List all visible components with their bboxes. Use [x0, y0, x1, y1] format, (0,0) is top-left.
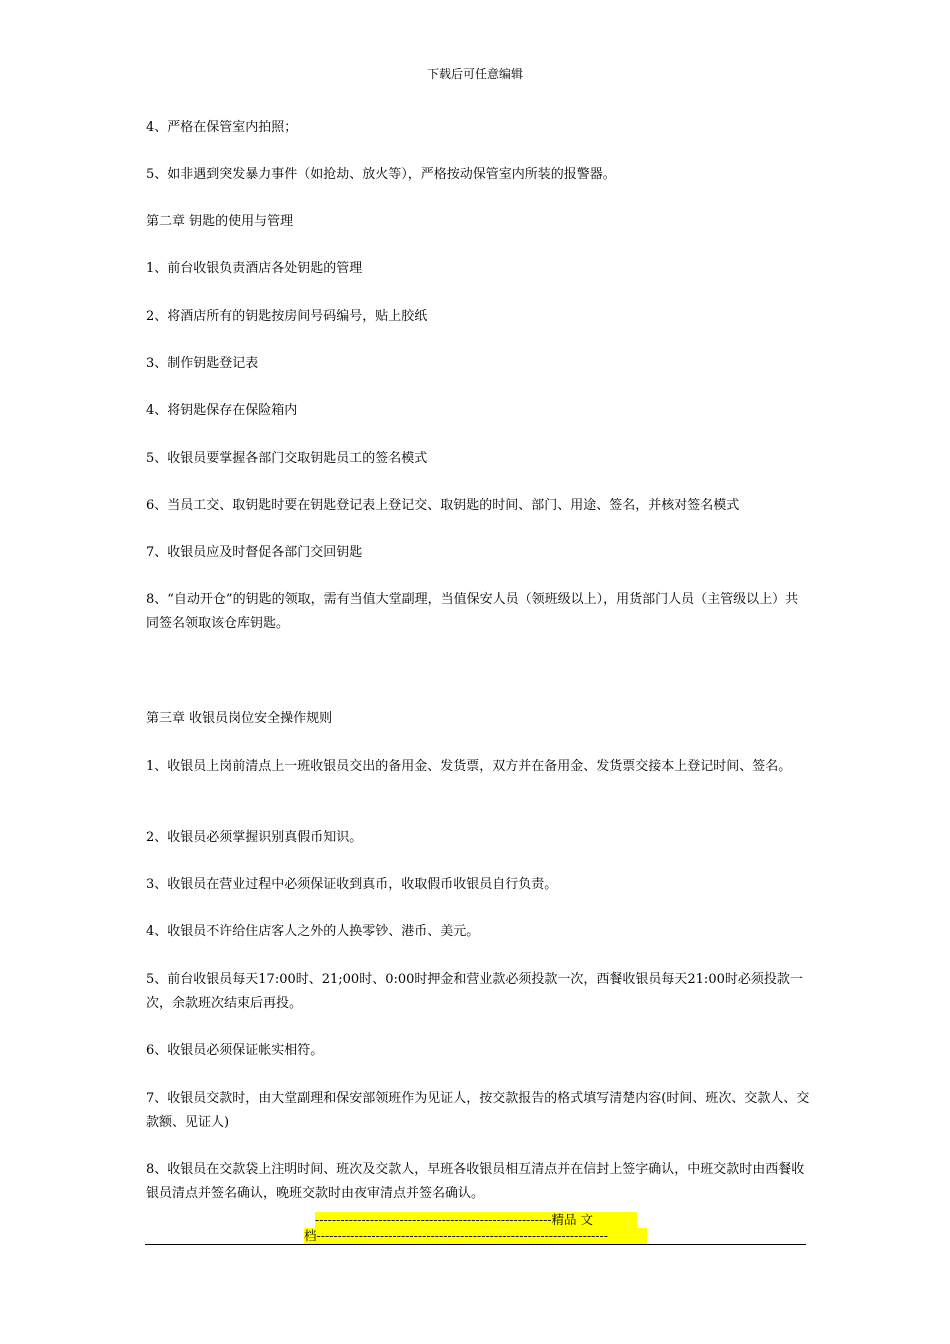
- paragraph: 5、如非遇到突发暴力事件（如抢劫、放火等），严格按动保管室内所装的报警器。: [146, 167, 616, 182]
- footer-divider: [145, 1244, 806, 1245]
- paragraph: 1、前台收银负责酒店各处钥匙的管理: [146, 261, 363, 276]
- chapter-heading: 第二章 钥匙的使用与管理: [146, 214, 294, 229]
- paragraph: 1、收银员上岗前清点上一班收银员交出的备用金、发货票，双方并在备用金、发货票交接本上登记时间、签名。: [146, 759, 792, 774]
- paragraph: 2、将酒店所有的钥匙按房间号码编号，贴上胶纸: [146, 309, 428, 324]
- paragraph: 6、收银员必须保证帐实相符。: [146, 1043, 324, 1058]
- paragraph: 4、收银员不许给住店客人之外的人换零钞、港币、美元。: [146, 924, 480, 939]
- paragraph: 8、收银员在交款袋上注明时间、班次及交款人，早班各收银员相互清点并在信封上签字确认，中班交款时由西餐收银员清点并签名确认，晚班交款时由夜审清点并签名确认。: [146, 1162, 805, 1201]
- paragraph: 3、制作钥匙登记表: [146, 356, 259, 371]
- paragraph: 7、收银员交款时，由大堂副理和保安部领班作为见证人，按交款报告的格式填写清楚内容(时间、班次、交款人、交款额、见证人): [146, 1091, 810, 1130]
- footer-banner-line-2: 档---------------------------------------------------------------------: [304, 1228, 647, 1244]
- chapter-heading: 第三章 收银员岗位安全操作规则: [146, 711, 333, 726]
- paragraph: 5、收银员要掌握各部门交取钥匙员工的签名模式: [146, 451, 428, 466]
- paragraph: 5、前台收银员每天17:00时、21;00时、0:00时押金和营业款必须投款一次，西餐收银员每天21:00时必须投款一次，余款班次结束后再投。: [146, 972, 803, 1011]
- paragraph: 4、将钥匙保存在保险箱内: [146, 403, 298, 418]
- paragraph: 3、收银员在营业过程中必须保证收到真币，收取假币收银员自行负责。: [146, 877, 558, 892]
- footer-banner-line-1: --------------------------------------------------------精品 文: [315, 1212, 637, 1228]
- page-header: 下载后可任意编辑: [426, 67, 523, 81]
- paragraph: 7、收银员应及时督促各部门交回钥匙: [146, 545, 363, 560]
- paragraph: 4、严格在保管室内拍照；: [146, 120, 298, 135]
- paragraph: 8、“自动开仓”的钥匙的领取，需有当值大堂副理，当值保安人员（领班级以上），用货部门人员（主管级以上）共同签名领取该仓库钥匙。: [146, 592, 799, 631]
- paragraph: 6、当员工交、取钥匙时要在钥匙登记表上登记交、取钥匙的时间、部门、用途、签名，并核对签名模式: [146, 498, 740, 513]
- paragraph: 2、收银员必须掌握识别真假币知识。: [146, 830, 363, 845]
